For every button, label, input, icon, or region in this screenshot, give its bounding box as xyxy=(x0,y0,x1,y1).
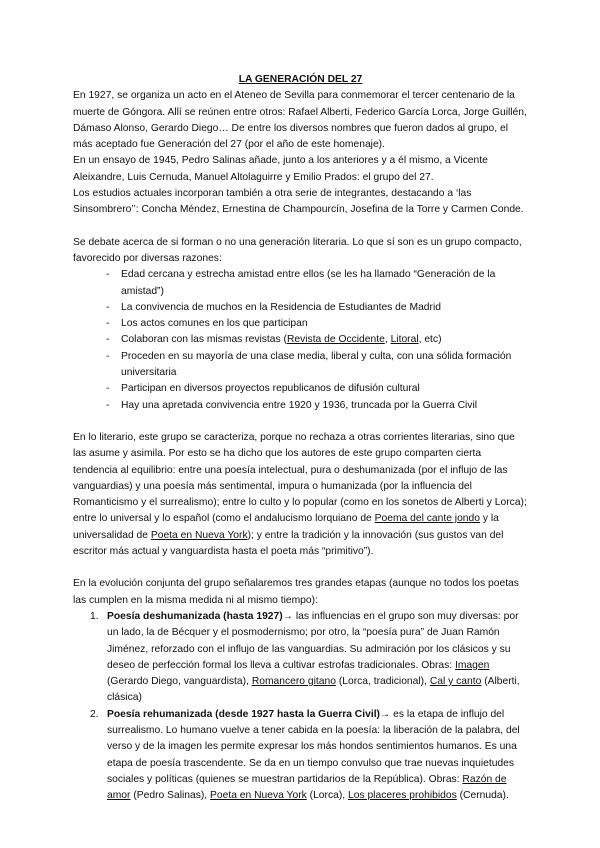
stage-item-1 xyxy=(107,609,528,707)
revistas-pre: Colaboran con las mismas revistas ( xyxy=(121,334,287,346)
debate-lead: Se debate acerca de si forman o no una generación literaria. Lo que sí son es un grupo compacto, favorecido por diversas razones: xyxy=(73,236,522,264)
link-revista-de-occidente[interactable]: Revista de Occidente xyxy=(286,334,385,346)
spacer xyxy=(73,219,528,235)
literario-text-1: En lo literario, este grupo se caracteriza, porque no rechaza a otras corrientes literarias, sino que las asume y asimila. Por esto se ha dicho que los autores de este grupo comparten cierta tendencia al equilibrio: entre una poesía intelectual, pura o deshumanizada (por el influjo de las vanguardias) y una poesía más sentimental, impura o humanizada (por la influencia del Romanticismo y el surrealismo); entre lo culto y lo popular (como en los sonetos de Alberti y Lorca); entre lo universal y lo español (como el andalucismo lorquiano de xyxy=(73,431,527,525)
spacer xyxy=(73,560,528,576)
link-poeta-en-nueva-york[interactable]: Poeta en Nueva York xyxy=(150,529,248,541)
arrow-icon: → xyxy=(282,610,293,622)
link-razon-de-amor[interactable]: Razón de amor xyxy=(107,773,507,802)
page-title: LA GENERACIÓN DEL 27 xyxy=(238,74,363,85)
list-item: - La convivencia de muchos en la Residencia de Estudiantes de Madrid xyxy=(106,300,528,316)
literario-text-2: y la universalidad de xyxy=(73,513,499,541)
link-litoral[interactable]: Litoral xyxy=(390,334,419,346)
stage-item-2 xyxy=(107,707,528,805)
revistas-sep: , xyxy=(384,334,391,346)
literario-text-3: ); y entre la tradición y la innovación (sus gustos van del escritor más actual y vanguardista hasta el poeta más “primitivo”). xyxy=(73,529,504,558)
intro-paragraph-3: Los estudios actuales incorporan también a otra serie de integrantes, destacando a ‘las Sinsombrero’’: Concha Méndez, Ernestina de Champourcín, Josefina de la Torre y Carmen Conde. xyxy=(73,188,524,216)
link-poeta-en-nueva-york-2[interactable]: Poeta en Nueva York xyxy=(210,790,307,802)
work-note: (Gerardo Diego, vanguardista), xyxy=(107,676,252,688)
work-note: (Cernuda). xyxy=(456,790,509,802)
intro-paragraph-1: En 1927, se organiza un acto en el Ateneo de Sevilla para conmemorar el tercer centenario de la muerte de Góngora. Allí se reúnen entre otros: Rafael Alberti, Federico García Lorca, Jorge Guillén, Dámaso Alonso, Gerardo Diego… De entre los diversos nombres que fueron dados al grupo, el más aceptado fue Generación del 27 (por el año de este homenaje). xyxy=(73,90,527,151)
link-cal-y-canto[interactable]: Cal y canto xyxy=(429,676,482,688)
spacer xyxy=(73,414,528,430)
list-item: - Hay una apretada convivencia entre 1920 y 1936, truncada por la Guerra Civil xyxy=(106,398,528,414)
list-item: - Edad cercana y estrecha amistad entre ellos (se les ha llamado “Generación de la amistad”) xyxy=(106,267,528,300)
list-item: - Proceden en su mayoría de una clase media, liberal y culta, con una sólida formación universitaria xyxy=(106,349,528,382)
revistas-post: , etc) xyxy=(418,334,442,346)
work-note: (Lorca), xyxy=(306,790,348,802)
list-item-revistas xyxy=(106,332,528,348)
stage-2-heading: Poesía rehumanizada (desde 1927 hasta la Guerra Civil) xyxy=(107,708,380,720)
link-poema-del-cante-jondo[interactable]: Poema del cante jondo xyxy=(374,513,480,525)
work-note: (Lorca, tradicional), xyxy=(335,676,430,688)
work-note: (Pedro Salinas), xyxy=(130,790,211,802)
link-los-placeres-prohibidos[interactable]: Los placeres prohibidos xyxy=(347,790,457,802)
link-imagen[interactable]: Imagen xyxy=(454,659,490,671)
list-item: - Los actos comunes en los que participan xyxy=(106,316,528,332)
reasons-list xyxy=(73,267,528,414)
stage-1-text: las influencias en el grupo son muy diversas: por un lado, la de Bécquer y el posmodernismo; por otro, la “poesía pura” de Juan Ramón Jiménez, reforzado con el influjo de las vanguardias. Su admiración por los clásicos y su deseo de perfección formal los lleva a cultivar estrofas tradicionales. Obras: xyxy=(107,610,519,671)
document-page xyxy=(73,72,528,804)
stages-list xyxy=(73,609,528,805)
stage-2-text: es la etapa de influjo del surrealismo. Lo humano vuelve a tener cabida en la poesía: la liberación de la palabra, del verso y de la imagen les permite expresar los más hondos sentimientos humanos. Es una etapa de poesía trascendente. Se da en un tiempo convulso que trae nuevas inquietudes sociales y políticas (quienes se muestran partidarios de la República). Obras: xyxy=(107,708,520,785)
list-item: - Participan en diversos proyectos republicanos de difusión cultural xyxy=(106,381,528,397)
link-romancero-gitano[interactable]: Romancero gitano xyxy=(251,676,336,688)
work-note: (Alberti, clásica) xyxy=(107,676,520,704)
intro-paragraph-2: En un ensayo de 1945, Pedro Salinas añade, junto a los anteriores y a él mismo, a Vicente Aleixandre, Luis Cernuda, Manuel Altolaguirre y Emilio Prados: el grupo del 27. xyxy=(73,155,488,183)
stage-1-heading: Poesía deshumanizada (hasta 1927) xyxy=(107,610,283,622)
evolucion-lead: En la evolución conjunta del grupo señalaremos tres grandes etapas (aunque no todos los poetas las cumplen en la misma medida ni al mismo tiempo): xyxy=(73,578,519,606)
arrow-icon: → xyxy=(379,708,391,720)
literario-paragraph xyxy=(73,430,528,560)
